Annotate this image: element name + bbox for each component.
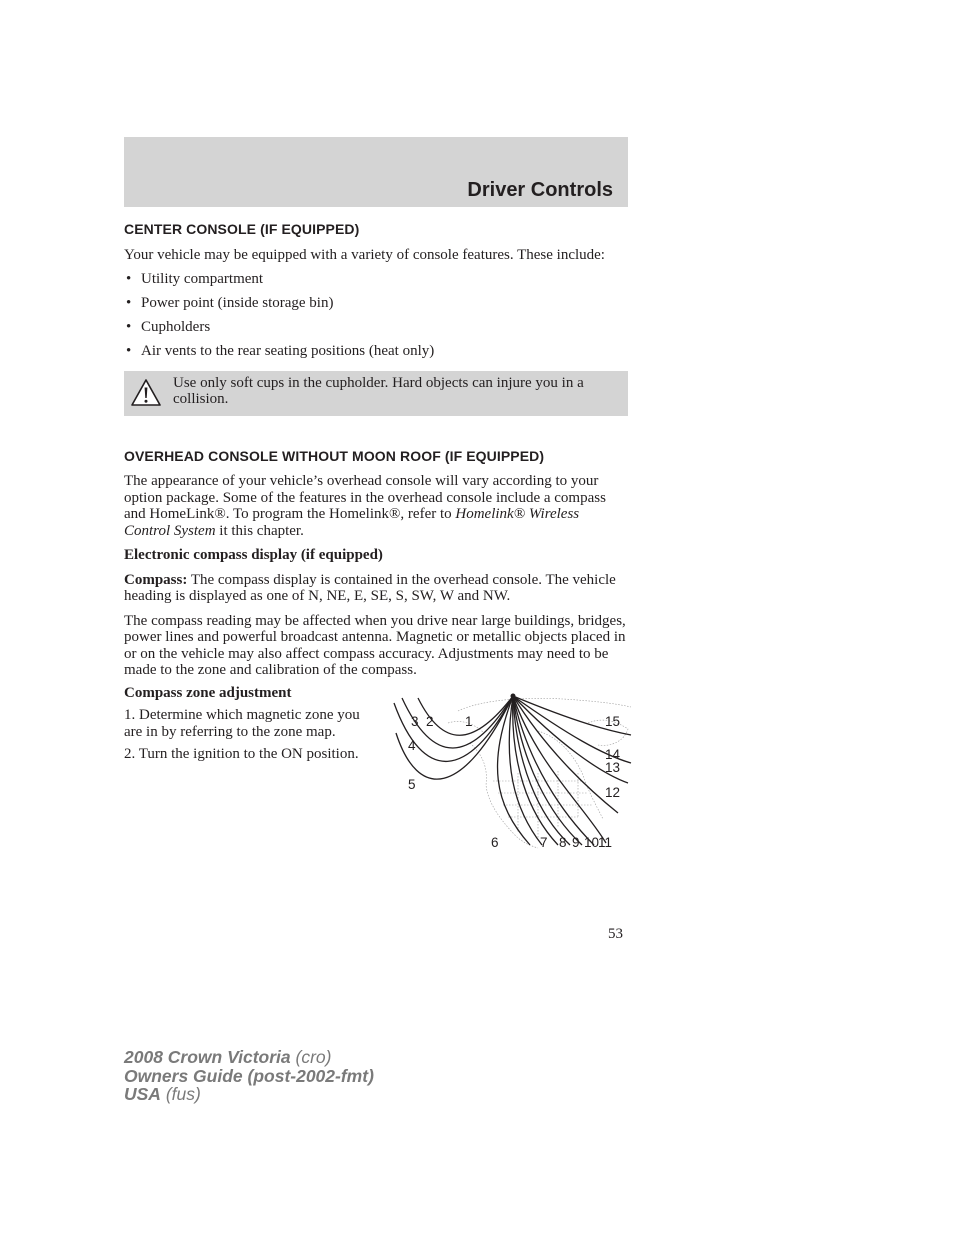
list-item: • Air vents to the rear seating positions (heat only) bbox=[124, 343, 628, 360]
list-item: • Utility compartment bbox=[124, 271, 628, 288]
magnetic-pole-marker bbox=[511, 694, 516, 699]
compass-text: The compass display is contained in the overhead console. The vehicle heading is displayed as one of N, NE, E, SE, S, SW, W and NW. bbox=[124, 571, 616, 604]
compass-zone-map bbox=[388, 693, 632, 849]
center-console-heading: CENTER CONSOLE (IF EQUIPPED) bbox=[124, 221, 360, 237]
document-footer bbox=[124, 1048, 374, 1104]
zone-label-15: 15 bbox=[605, 714, 621, 729]
zone-label-1: 1 bbox=[465, 714, 473, 729]
footer-market: USA bbox=[124, 1084, 161, 1104]
page-number: 53 bbox=[608, 926, 623, 942]
intro-text: The appearance of your vehicle’s overhead console will vary according to your option package. Some of the features in the overhead console include a compass and HomeLink®. To program the Homelink®, refer to bbox=[124, 473, 606, 522]
zone-label-14: 14 bbox=[605, 747, 621, 762]
zone-label-7: 7 bbox=[540, 835, 548, 849]
zone-label-12: 12 bbox=[605, 785, 621, 800]
step-2: 2. Turn the ignition to the ON position. bbox=[124, 746, 359, 762]
overhead-console-heading: OVERHEAD CONSOLE WITHOUT MOON ROOF (IF EQUIPPED) bbox=[124, 447, 545, 464]
center-console-intro: Your vehicle may be equipped with a variety of console features. These include: bbox=[124, 246, 605, 263]
footer-market-code: (fus) bbox=[160, 1084, 201, 1104]
zone-steps bbox=[124, 707, 369, 769]
warning-box bbox=[124, 371, 628, 416]
overhead-console-intro bbox=[124, 473, 628, 539]
footer-model: 2008 Crown Victoria bbox=[124, 1047, 291, 1067]
zone-label-2: 2 bbox=[426, 714, 434, 729]
compass-paragraph bbox=[124, 572, 628, 605]
zone-label-3: 3 bbox=[411, 714, 419, 729]
zone-label-4: 4 bbox=[408, 738, 416, 753]
section-header-band bbox=[124, 137, 628, 207]
page-content bbox=[124, 221, 628, 867]
compass-display-title: Electronic compass display (if equipped) bbox=[124, 547, 383, 563]
warning-triangle-icon bbox=[130, 378, 162, 408]
warning-text: Use only soft cups in the cupholder. Hard objects can injure you in a collision. bbox=[173, 374, 584, 407]
zone-label-5: 5 bbox=[408, 777, 416, 792]
zone-label-13: 13 bbox=[605, 760, 621, 775]
zone-label-8: 8 bbox=[559, 835, 567, 849]
homelink-reference: Homelink® Wireless Control System bbox=[124, 506, 580, 539]
list-item: • Cupholders bbox=[124, 319, 628, 336]
zone-label-6: 6 bbox=[491, 835, 499, 849]
zone-label-10: 10 bbox=[584, 835, 600, 849]
north-america-outline bbox=[448, 698, 631, 848]
console-feature-list bbox=[124, 271, 628, 360]
section-title: Driver Controls bbox=[467, 179, 613, 201]
zone-adjustment-section bbox=[124, 707, 628, 867]
compass-effects-paragraph: The compass reading may be affected when you drive near large buildings, bridges, power lines and powerful broadcast antenna. Magnetic or metallic objects placed in or on the vehicle may also affect compass accuracy. Adjustments may need to be made to the zone and calibration of the compass. bbox=[124, 612, 626, 678]
intro-text-end: it this chapter. bbox=[215, 522, 304, 539]
list-item: • Power point (inside storage bin) bbox=[124, 295, 628, 312]
footer-line-3 bbox=[124, 1085, 374, 1104]
footer-line-1 bbox=[124, 1048, 374, 1067]
compass-label: Compass: bbox=[124, 571, 188, 588]
zone-label-9: 9 bbox=[572, 835, 580, 849]
zone-adjustment-title: Compass zone adjustment bbox=[124, 684, 292, 701]
footer-model-code: (cro) bbox=[290, 1047, 332, 1067]
zone-label-11: 11 bbox=[598, 835, 613, 849]
footer-line-2: Owners Guide (post-2002-fmt) bbox=[124, 1065, 374, 1086]
step-1: 1. Determine which magnetic zone you are in by referring to the zone map. bbox=[124, 707, 360, 740]
